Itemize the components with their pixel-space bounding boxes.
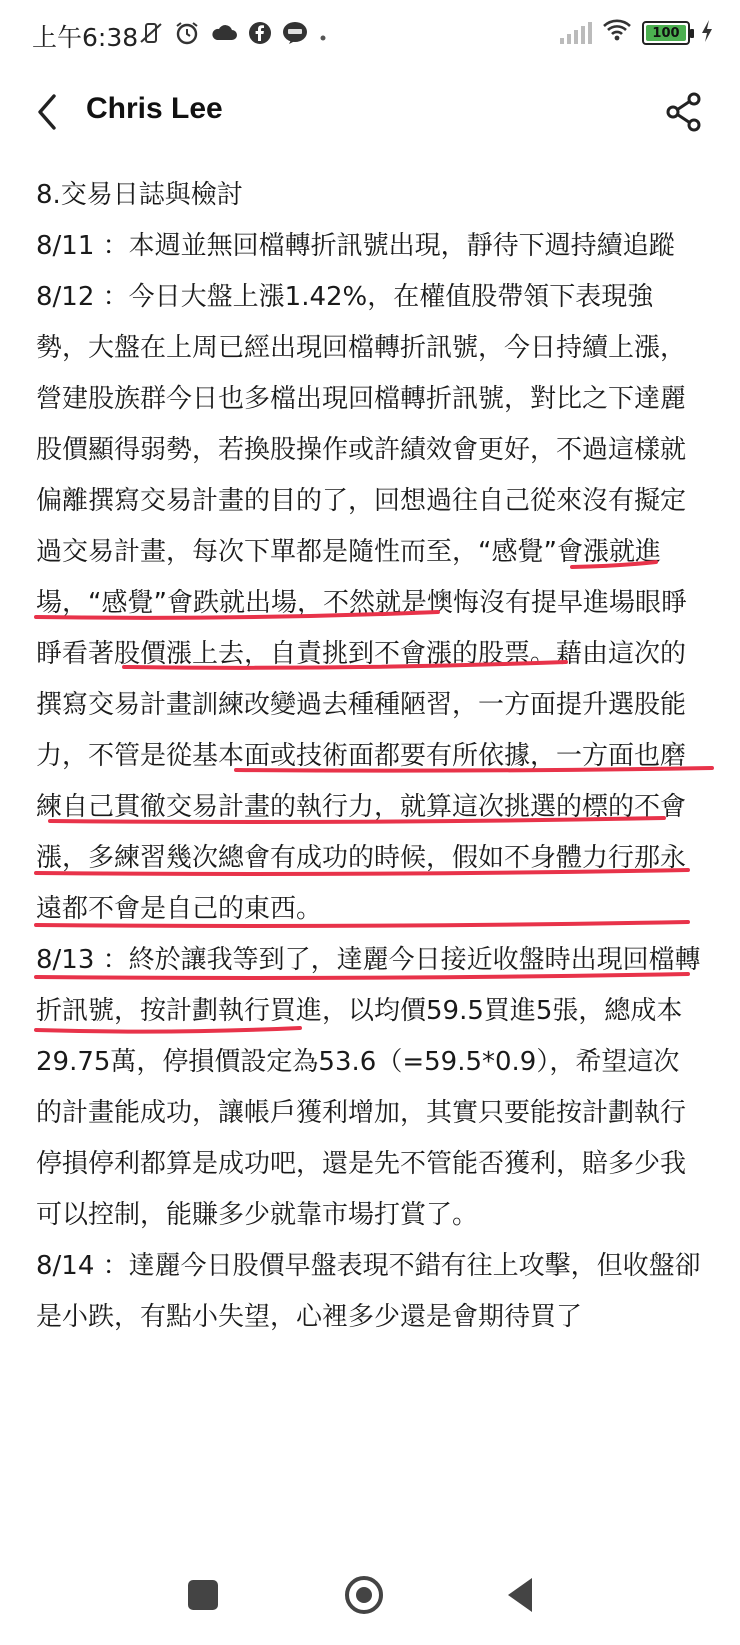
charging-icon bbox=[700, 19, 714, 48]
dot-icon bbox=[318, 23, 328, 51]
signal-icon bbox=[560, 22, 592, 44]
back-arrow-icon bbox=[30, 90, 70, 134]
line-icon bbox=[282, 21, 308, 53]
status-bar bbox=[0, 0, 740, 70]
entry-0813: 8/13 ：終於讓我等到了，達麗今日接近收盤時出現回檔轉折訊號，按計劃執行買進，以均價59.5買進5張，總成本29.75萬，停損價設定為53.6（=59.5*0.9），希望這次的計畫能成功，讓帳戶獲利增加，其實只要能按計劃執行停損停利都算是成功吧，還是先不管能否獲利，賠多少我可以控制，能賺多少就靠市場打賞了。 bbox=[36, 945, 701, 1230]
entry-0812: 8/12 ：今日大盤上漲1.42%，在權值股帶領下表現強勢，大盤在上周已經出現回檔轉折訊號，今日持續上漲，營建股族群今日也多檔出現回檔轉折訊號，對比之下達麗股價顯得弱勢，若換股操作或許績效會更好，不過這樣就偏離撰寫交易計畫的目的了，回想過往自己從來沒有擬定過交易計畫，每次下單都是隨性而至，“感覺”會漲就進場，“感覺”會跌就出場，不然就是懊悔沒有提早進場眼睜睜看著股價漲上去，自責挑到不會漲的股票。藉由這次的撰寫交易計畫訓練改變過去種種陋習，一方面提升選股能力，不管是從基本面或技術面都要有所依據，一方面也磨練自己貫徹交易計畫的執行力，就算這次挑選的標的不會漲，多練習幾次總會有成功的時候，假如不身體力行那永遠都不會是自己的東西。 bbox=[36, 282, 687, 924]
battery-fill bbox=[646, 25, 686, 41]
status-time: 上午6:38 bbox=[32, 23, 139, 52]
post-content bbox=[36, 170, 704, 1343]
status-system-icons bbox=[560, 18, 714, 48]
facebook-icon bbox=[248, 21, 272, 53]
system-nav-bar bbox=[0, 1560, 740, 1645]
alarm-icon bbox=[174, 20, 200, 54]
home-icon[interactable] bbox=[345, 1576, 383, 1614]
nav-back-icon[interactable] bbox=[508, 1578, 532, 1612]
battery-level: 100 bbox=[652, 25, 680, 41]
app-bar bbox=[0, 70, 740, 154]
share-icon bbox=[662, 90, 706, 134]
wifi-icon bbox=[602, 18, 632, 48]
status-notification-icons bbox=[138, 20, 328, 54]
mute-vibrate-icon bbox=[138, 20, 164, 54]
cloud-icon bbox=[210, 22, 238, 52]
entry-0814: 8/14 ：達麗今日股價早盤表現不錯有往上攻擊，但收盤卻是小跌，有點小失望，心裡多少還是會期待買了 bbox=[36, 1251, 701, 1332]
battery-icon bbox=[642, 21, 690, 45]
back-button[interactable] bbox=[30, 90, 70, 134]
entry-0811: 8/11 ：本週並無回檔轉折訊號出現，靜待下週持續追蹤 bbox=[36, 231, 675, 261]
share-button[interactable] bbox=[662, 90, 706, 134]
recents-icon[interactable] bbox=[188, 1580, 218, 1610]
page-title: Chris Lee bbox=[86, 92, 223, 125]
post-heading: 8.交易日誌與檢討 bbox=[36, 180, 243, 210]
